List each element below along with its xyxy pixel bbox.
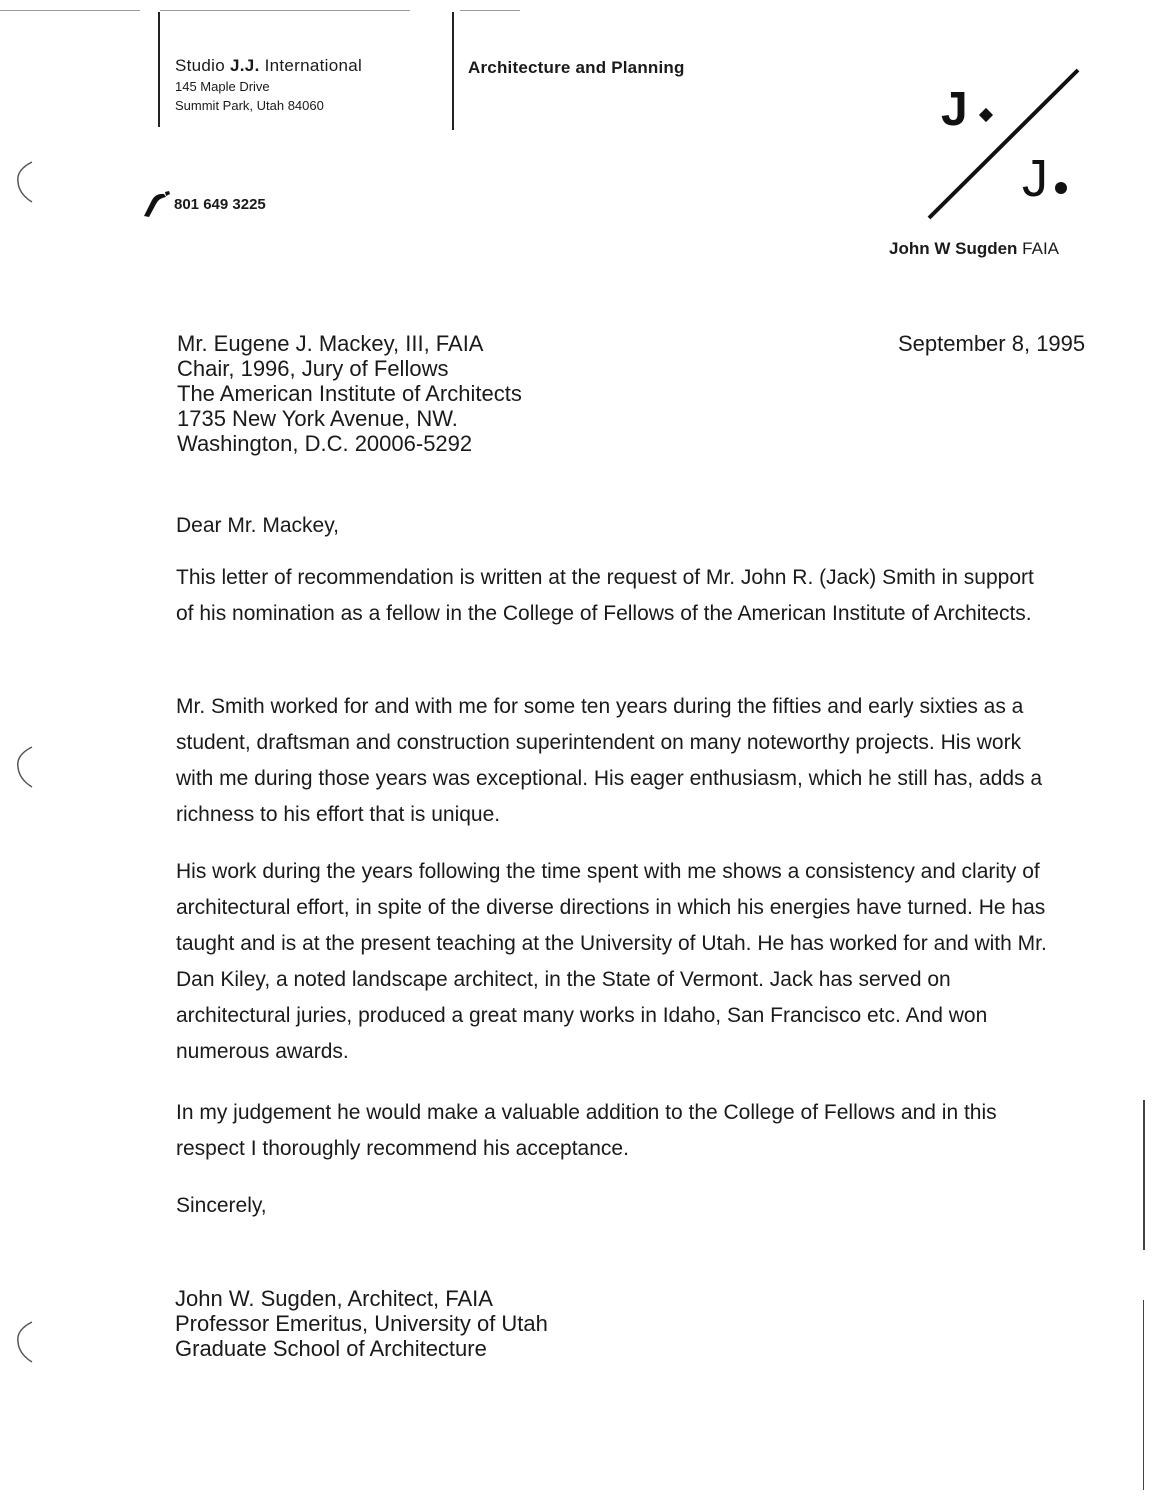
- logo-diamond: [979, 108, 993, 122]
- body-paragraph: Mr. Smith worked for and with me for some ten years during the fifties and early sixties as a student, draftsman and construction superintendent on many noteworthy projects. His work with me during those years was exceptional. His eager enthusiasm, which he still has, adds a richness to his effort that is unique.: [176, 695, 1043, 826]
- signee-title: FAIA: [1017, 239, 1060, 258]
- recipient-line: The American Institute of Architects: [177, 381, 522, 406]
- firm-prefix: Studio: [175, 56, 231, 75]
- binder-hole-mark: [10, 160, 40, 204]
- recipient-line: 1735 New York Avenue, NW.: [177, 406, 458, 431]
- recipient-address: [177, 331, 522, 456]
- letterhead-divider-right: [452, 12, 454, 130]
- signature-line: John W. Sugden, Architect, FAIA: [175, 1286, 493, 1311]
- phone-line: [140, 190, 266, 218]
- jj-logo: [915, 60, 1095, 230]
- signature-line: Professor Emeritus, University of Utah: [175, 1311, 548, 1336]
- letter-date: September 8, 1995: [898, 331, 1086, 356]
- scan-edge-mark: [1143, 1100, 1145, 1250]
- body-paragraph: His work during the years following the time spent with me shows a consistency and clarity of architectural effort, in spite of the diverse directions in which his energies have turned. He has taught and is at the present teaching at the University of Utah. He has worked for and with Mr. Dan Kiley, a noted landscape architect, in the State of Vermont. Jack has served on architectural juries, produced a great many works in Idaho, San Francisco etc. And won numerous awards.: [176, 860, 1047, 1063]
- scan-top-rule: [160, 10, 410, 11]
- recipient-line: Chair, 1996, Jury of Fellows: [177, 356, 449, 381]
- firm-address-line: Summit Park, Utah 84060: [175, 98, 324, 113]
- signee-name: John W Sugden: [889, 239, 1018, 258]
- scan-top-rule: [0, 10, 140, 11]
- binder-hole-mark: [10, 1320, 40, 1364]
- firm-name: [175, 56, 362, 76]
- letterhead-divider-left: [158, 12, 160, 127]
- logo-dot: [1055, 182, 1067, 194]
- logo-bottom-letter: J: [1022, 150, 1048, 208]
- signature-block: [175, 1286, 548, 1361]
- scan-top-rule: [460, 10, 520, 11]
- recipient-line: Washington, D.C. 20006-5292: [177, 431, 473, 456]
- phone-number: 801 649 3225: [174, 195, 266, 213]
- telephone-icon: [140, 190, 172, 218]
- logo-top-letter: J: [941, 83, 968, 136]
- body-paragraph: This letter of recommendation is written at the request of Mr. John R. (Jack) Smith in support of his nomination as a fellow in the College of Fellows of the American Institute of Architects.: [176, 566, 1034, 625]
- firm-suffix: International: [259, 56, 363, 75]
- letterhead-signee: [889, 239, 1059, 259]
- firm-tagline: Architecture and Planning: [468, 58, 685, 77]
- binder-hole-mark: [10, 745, 40, 789]
- recipient-line: Mr. Eugene J. Mackey, III, FAIA: [177, 331, 484, 356]
- scan-edge-mark: [1143, 1300, 1144, 1490]
- closing: Sincerely,: [176, 1194, 267, 1217]
- firm-initials: J.J.: [230, 56, 260, 75]
- body-paragraph: In my judgement he would make a valuable addition to the College of Fellows and in this respect I thoroughly recommend his acceptance.: [176, 1101, 997, 1160]
- signature-line: Graduate School of Architecture: [175, 1336, 487, 1361]
- salutation: Dear Mr. Mackey,: [176, 514, 339, 537]
- firm-address-line: 145 Maple Drive: [175, 79, 270, 94]
